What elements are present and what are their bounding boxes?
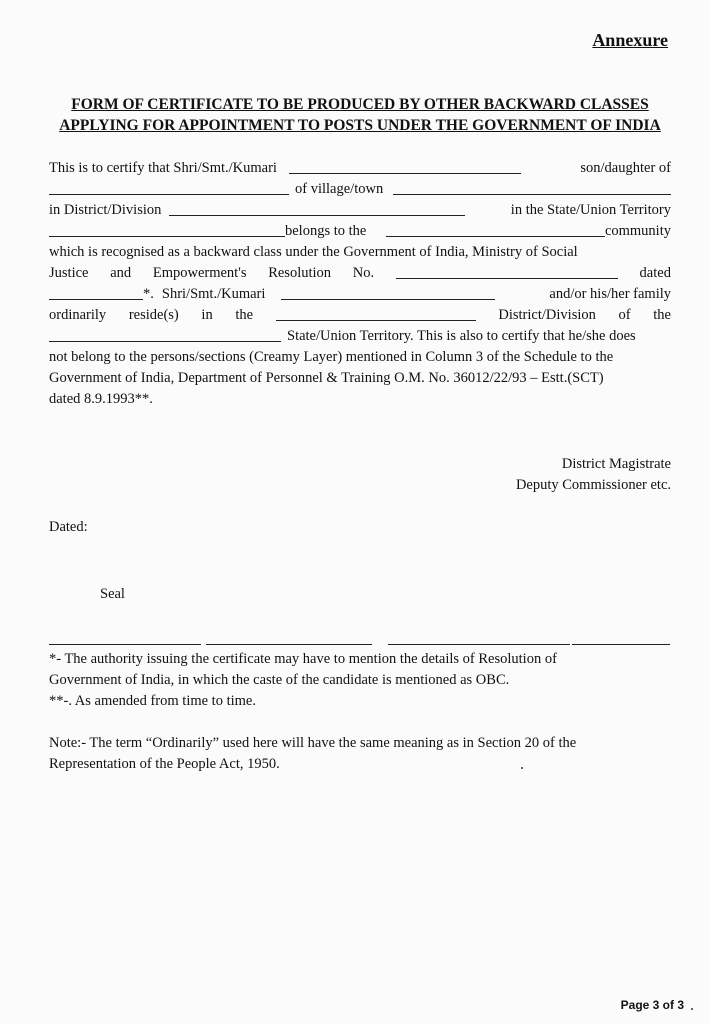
certificate-line-12 — [49, 387, 671, 408]
residence-district-blank[interactable] — [276, 306, 476, 321]
residence-state-blank[interactable] — [49, 327, 281, 342]
certificate-line-6 — [49, 261, 671, 282]
form-title-line-2: APPLYING FOR APPOINTMENT TO POSTS UNDER THE GOVERNMENT OF INDIA — [59, 117, 661, 134]
dated-label: Dated: — [49, 519, 88, 535]
asterisk-mark: *. — [143, 286, 154, 302]
of-word: of — [618, 307, 631, 323]
footnote-1-line-1: *- The authority issuing the certificate may have to mention the details of Resolution of — [49, 651, 557, 667]
resolution-word: Resolution — [268, 265, 332, 281]
page-number: Page 3 of 3 — [620, 998, 684, 1012]
name-blank[interactable] — [289, 159, 521, 174]
state-ut-text: in the State/Union Territory — [510, 202, 671, 218]
seal-label: Seal — [100, 586, 125, 602]
resides-word: reside(s) — [128, 307, 179, 323]
candidate-name-blank[interactable] — [281, 285, 495, 300]
footnote-2: **-. As amended from time to time. — [49, 693, 256, 709]
resolution-date-blank[interactable] — [49, 285, 143, 300]
certificate-line-2 — [49, 177, 671, 198]
district-division-word: District/Division — [498, 307, 596, 323]
note-line-1: Note:- The term “Ordinarily” used here will have the same meaning as in Section 20 of the — [49, 735, 577, 751]
resolution-no-blank[interactable] — [396, 264, 618, 279]
justice-word: Justice — [49, 265, 89, 281]
parent-name-blank[interactable] — [49, 180, 289, 195]
village-town-text: of village/town — [295, 181, 384, 197]
empowerment-word: Empowerment's — [152, 265, 247, 281]
dated-word: dated — [639, 265, 671, 281]
son-daughter-text: son/daughter of — [580, 160, 671, 176]
the-word-2: the — [653, 307, 671, 323]
form-title-line-1: FORM OF CERTIFICATE TO BE PRODUCED BY OTHER BACKWARD CLASSES — [71, 96, 649, 113]
ordinarily-word: ordinarily — [49, 307, 107, 323]
note-line-2: Representation of the People Act, 1950. — [49, 756, 280, 772]
the-word: the — [235, 307, 254, 323]
signature-title-2: Deputy Commissioner etc. — [515, 477, 671, 493]
district-division-text: in District/Division — [49, 202, 162, 218]
district-blank[interactable] — [169, 201, 465, 216]
state-certify-text: State/Union Territory. This is also to certify that he/she does — [287, 328, 636, 344]
and-word: and — [110, 265, 132, 281]
certificate-line-8 — [49, 303, 671, 324]
village-town-blank[interactable] — [393, 180, 671, 195]
state-blank[interactable] — [49, 222, 285, 237]
certificate-line-1 — [49, 156, 671, 177]
community-blank[interactable] — [386, 222, 605, 237]
separator-line-4 — [572, 644, 670, 645]
scan-speck-2 — [691, 1008, 693, 1010]
footnote-1-line-2: Government of India, in which the caste of the candidate is mentioned as OBC. — [49, 672, 510, 688]
om-date-text: dated 8.9.1993**. — [49, 391, 153, 407]
community-text: community — [604, 223, 671, 239]
in-word: in — [201, 307, 213, 323]
shri-smt-text: Shri/Smt./Kumari — [161, 286, 266, 302]
belongs-to-text: belongs to the — [285, 223, 367, 239]
certificate-line-11 — [49, 366, 671, 387]
separator-line — [49, 644, 201, 645]
scan-speck — [521, 767, 523, 769]
om-reference-text: Government of India, Department of Personnel & Training O.M. No. 36012/22/93 – Estt.(SCT) — [49, 370, 604, 386]
certificate-line-5 — [49, 240, 671, 261]
certificate-line-9 — [49, 324, 671, 345]
certify-text: This is to certify that Shri/Smt./Kumari — [49, 160, 277, 176]
certificate-line-7 — [49, 282, 671, 303]
signature-title-1: District Magistrate — [561, 456, 671, 472]
no-word: No. — [352, 265, 375, 281]
certificate-line-4 — [49, 219, 671, 240]
certificate-line-10 — [49, 345, 671, 366]
separator-line-3 — [388, 644, 570, 645]
separator-line-2 — [206, 644, 372, 645]
annexure-label: Annexure — [592, 30, 668, 50]
family-text: and/or his/her family — [549, 286, 671, 302]
recognised-text: which is recognised as a backward class under the Government of India, Ministry of Social — [49, 244, 578, 260]
certificate-line-3 — [49, 198, 671, 219]
creamy-layer-text: not belong to the persons/sections (Creamy Layer) mentioned in Column 3 of the Schedule to the — [49, 349, 614, 365]
